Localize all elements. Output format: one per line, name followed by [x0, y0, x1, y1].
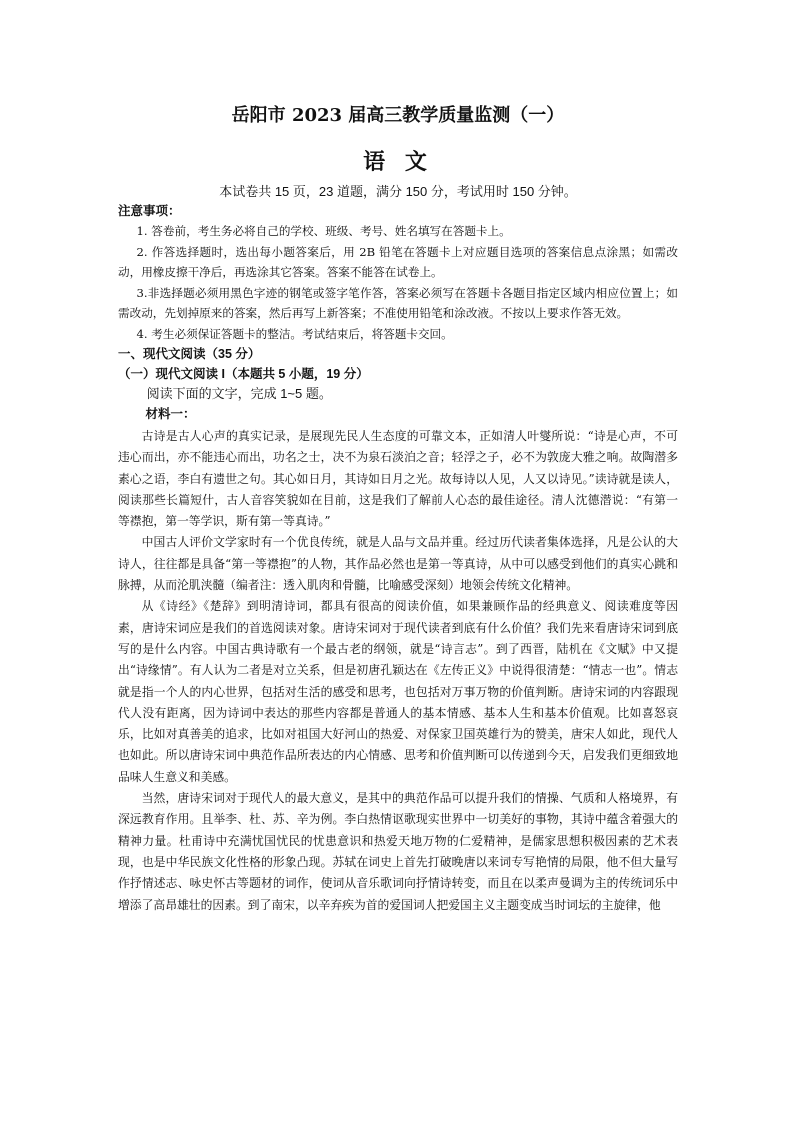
notice-item-3: 3.非选择题必须用黑色字迹的钢笔或签字笔作答，答案必须写在答题卡各题目指定区域内相应位置上；如需改动，先划掉原来的答案，然后再写上新答案；不准使用铅笔和涂改液。不按以上要求作答无效。 — [118, 285, 678, 320]
passage-paragraph-1: 古诗是古人心声的真实记录，是展现先民人生态度的可靠文本，正如清人叶燮所说：“诗是心声，不可违心而出，亦不能违心而出，功名之士，决不为泉石淡泊之音；轻浮之子，必不为敦庞大雅之响。故陶潜多素心之语，李白有遗世之句。其心如日月，其诗如日月之光。故每诗以人见，人又以诗见。”读诗就是读人，阅读那些长篇短什，古人音容笑貌如在目前，这是我们了解前人心态的最佳途径。清人沈德潜说：“有第一等襟抱，第一等学识，斯有第一等真诗。” — [118, 429, 678, 529]
section-heading: 一、现代文阅读（35 分） — [118, 347, 261, 361]
reading-instruction: 阅读下面的文字，完成 1~5 题。 — [146, 386, 332, 401]
subsection-heading: （一）现代文阅读 I（本题共 5 小题，19 分） — [118, 367, 369, 381]
exam-title: 岳阳市 2023 届高三教学质量监测（一） — [231, 105, 565, 126]
notice-item-4: 4. 考生必须保证答题卡的整洁。考试结束后，将答题卡交回。 — [136, 326, 453, 341]
material-label: 材料一： — [145, 407, 196, 421]
passage-paragraph-4: 当然，唐诗宋词对于现代人的最大意义，是其中的典范作品可以提升我们的情操、气质和人格境界，有深远教育作用。且举李、杜、苏、辛为例。李白热情讴歌现实世界中一切美好的事物，其诗中蕴含着强大的精神力量。杜甫诗中充满忧国忧民的忧患意识和热爱天地万物的仁爱精神，是儒家思想积极因素的艺术表现，也是中华民族文化性格的形象凸现。苏轼在词史上首先打破晚唐以来词专写艳情的局限，他不但大量写作抒情述志、咏史怀古等题材的词作，使词从音乐歌词向抒情诗转变，而且在以柔声曼调为主的传统词乐中增添了高昂雄壮的因素。到了南宋，以辛弃疾为首的爱国词人把爱国主义主题变成当时词坛的主旋律，他 — [118, 791, 678, 912]
exam-info: 本试卷共 15 页，23 道题，满分 150 分，考试用时 150 分钟。 — [219, 184, 577, 199]
passage-paragraph-3: 从《诗经》《楚辞》到明清诗词，都具有很高的阅读价值，如果兼顾作品的经典意义、阅读难度等因素，唐诗宋词应是我们的首选阅读对象。唐诗宋词对于现代读者到底有什么价值？我们先来看唐诗宋词到底写的是什么内容。中国古典诗歌有一个最古老的纲领，就是“诗言志”。到了西晋，陆机在《文赋》中又提出“诗缘情”。有人认为二者是对立关系，但是初唐孔颖达在《左传正义》中说得很清楚：“情志一也”。情志就是指一个人的内心世界，包括对生活的感受和思考，也包括对万事万物的价值判断。唐诗宋词的内容跟现代人没有距离，因为诗词中表达的那些内容都是普通人的基本情感、基本人生和基本价值观。比如喜怒哀乐，比如对真善美的追求，比如对祖国大好河山的热爱、对保家卫国英雄行为的赞美，唐宋人如此，现代人也如此。所以唐诗宋词中典范作品所表达的内心情感、思考和价值判断可以传递到今天，启发我们更细致地品味人生意义和美感。 — [118, 599, 678, 784]
notice-item-2: 2. 作答选择题时，选出每小题答案后，用 2B 铅笔在答题卡上对应题目选项的答案信息点涂黑；如需改动，用橡皮擦干净后，再选涂其它答案。答案不能答在试卷上。 — [118, 244, 678, 279]
notice-heading: 注意事项： — [118, 204, 181, 218]
passage-paragraph-2: 中国古人评价文学家时有一个优良传统，就是人品与文品并重。经过历代读者集体选择，凡是公认的大诗人，往往都是具备“第一等襟抱”的人物，其作品必然也是第一等真诗，从中可以感受到他们的真实心跳和脉搏，从而沦肌浃髓（编者注：透入肌肉和骨髓，比喻感受深刻）地领会传统文化精神。 — [118, 535, 678, 593]
page-content — [118, 104, 678, 916]
notice-item-1: 1. 答卷前，考生务必将自己的学校、班级、考号、姓名填写在答题卡上。 — [136, 224, 511, 238]
subject-title: 语 文 — [363, 149, 433, 175]
